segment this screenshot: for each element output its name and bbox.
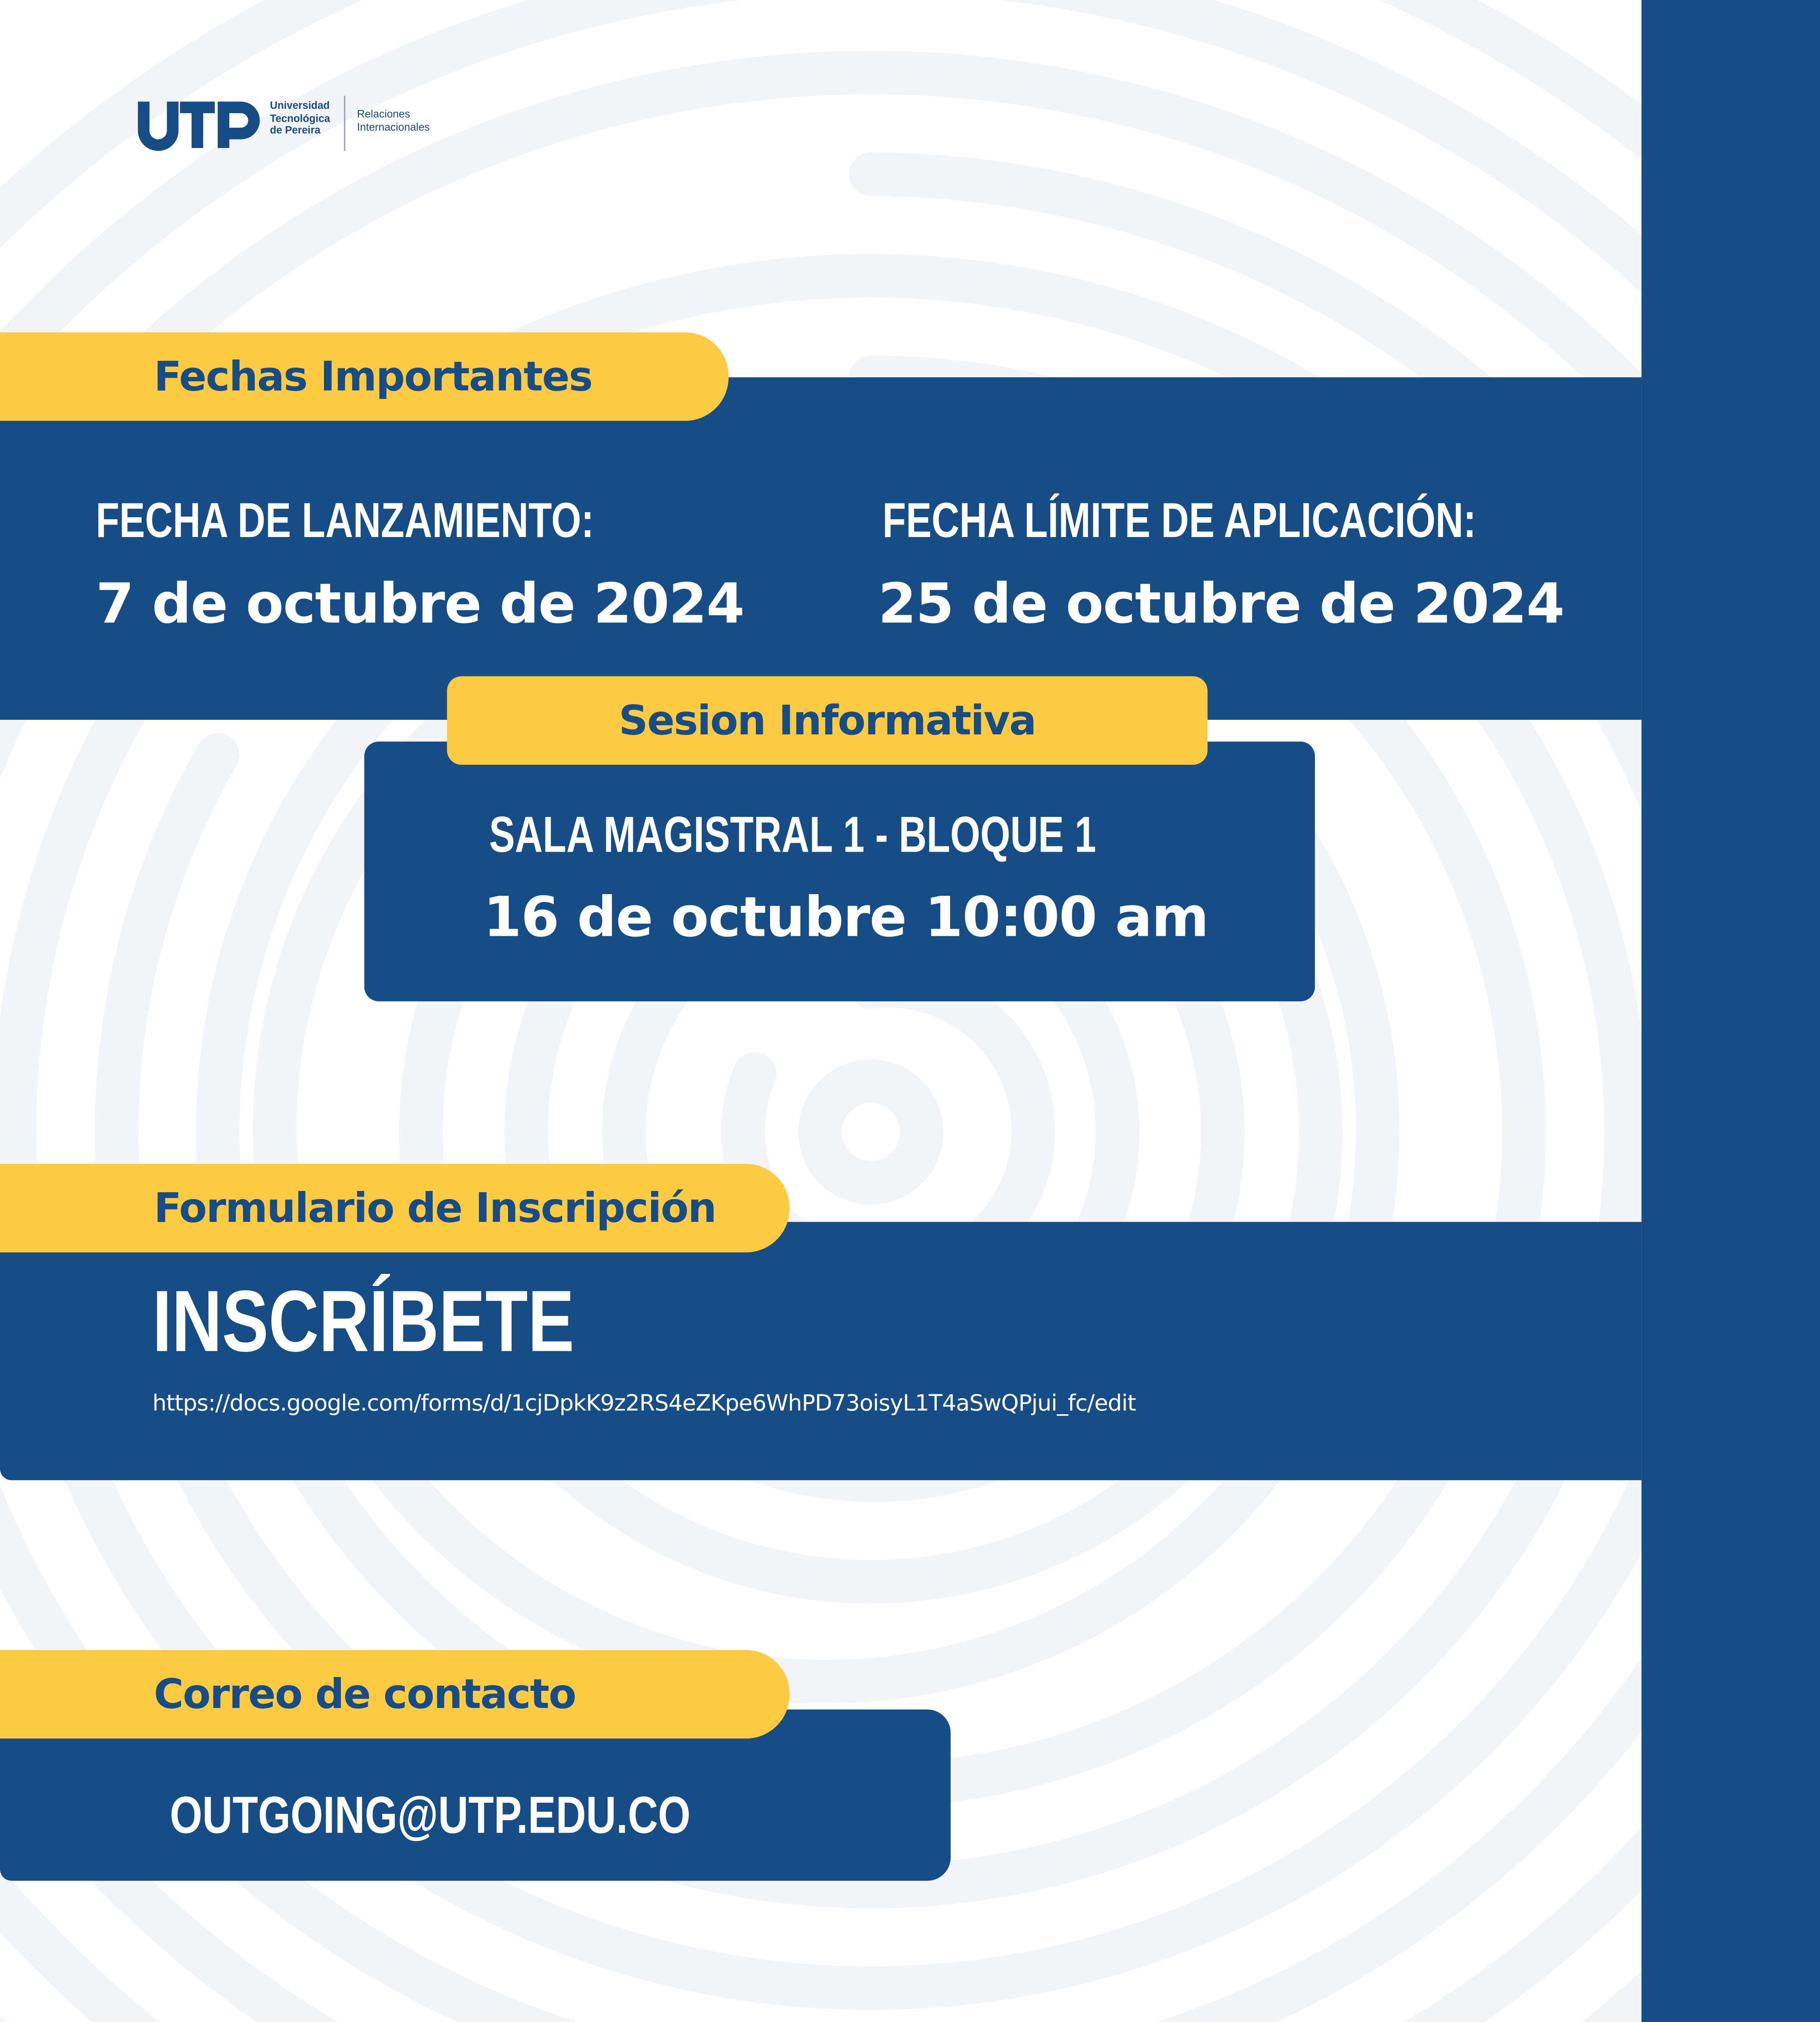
utp-logo-mark xyxy=(136,99,261,151)
sesion-title: Sesion Informativa xyxy=(447,676,1207,765)
university-name: Universidad Tecnológica de Pereira xyxy=(270,99,330,137)
sesion-location: SALA MAGISTRAL 1 - BLOQUE 1 xyxy=(489,807,1096,864)
formulario-title: Formulario de Inscripción xyxy=(0,1164,789,1252)
inscribete-button[interactable]: INSCRÍBETE xyxy=(152,1273,574,1370)
launch-date: 7 de octubre de 2024 xyxy=(95,571,744,636)
form-url-link[interactable]: https://docs.google.com/forms/d/1cjDpkK9z2RS4eZKpe6WhPD73oisyL1T4aSwQPjui_fc/edit xyxy=(152,1390,1136,1417)
utp-logo xyxy=(136,96,441,154)
fechas-title: Fechas Importantes xyxy=(0,332,728,421)
launch-date-label: FECHA DE LANZAMIENTO: xyxy=(95,493,594,549)
contact-email[interactable]: OUTGOING@UTP.EDU.CO xyxy=(169,1785,691,1845)
sesion-datetime: 16 de octubre 10:00 am xyxy=(483,885,1208,949)
deadline-label: FECHA LÍMITE DE APLICACIÓN: xyxy=(882,493,1476,549)
department-name: Relaciones Internacionales xyxy=(357,107,430,134)
contacto-title: Correo de contacto xyxy=(0,1650,789,1739)
side-bar xyxy=(1642,0,1820,2022)
logo-divider xyxy=(344,96,345,151)
deadline-date: 25 de octubre de 2024 xyxy=(878,571,1564,636)
sesion-box xyxy=(364,742,1315,1001)
